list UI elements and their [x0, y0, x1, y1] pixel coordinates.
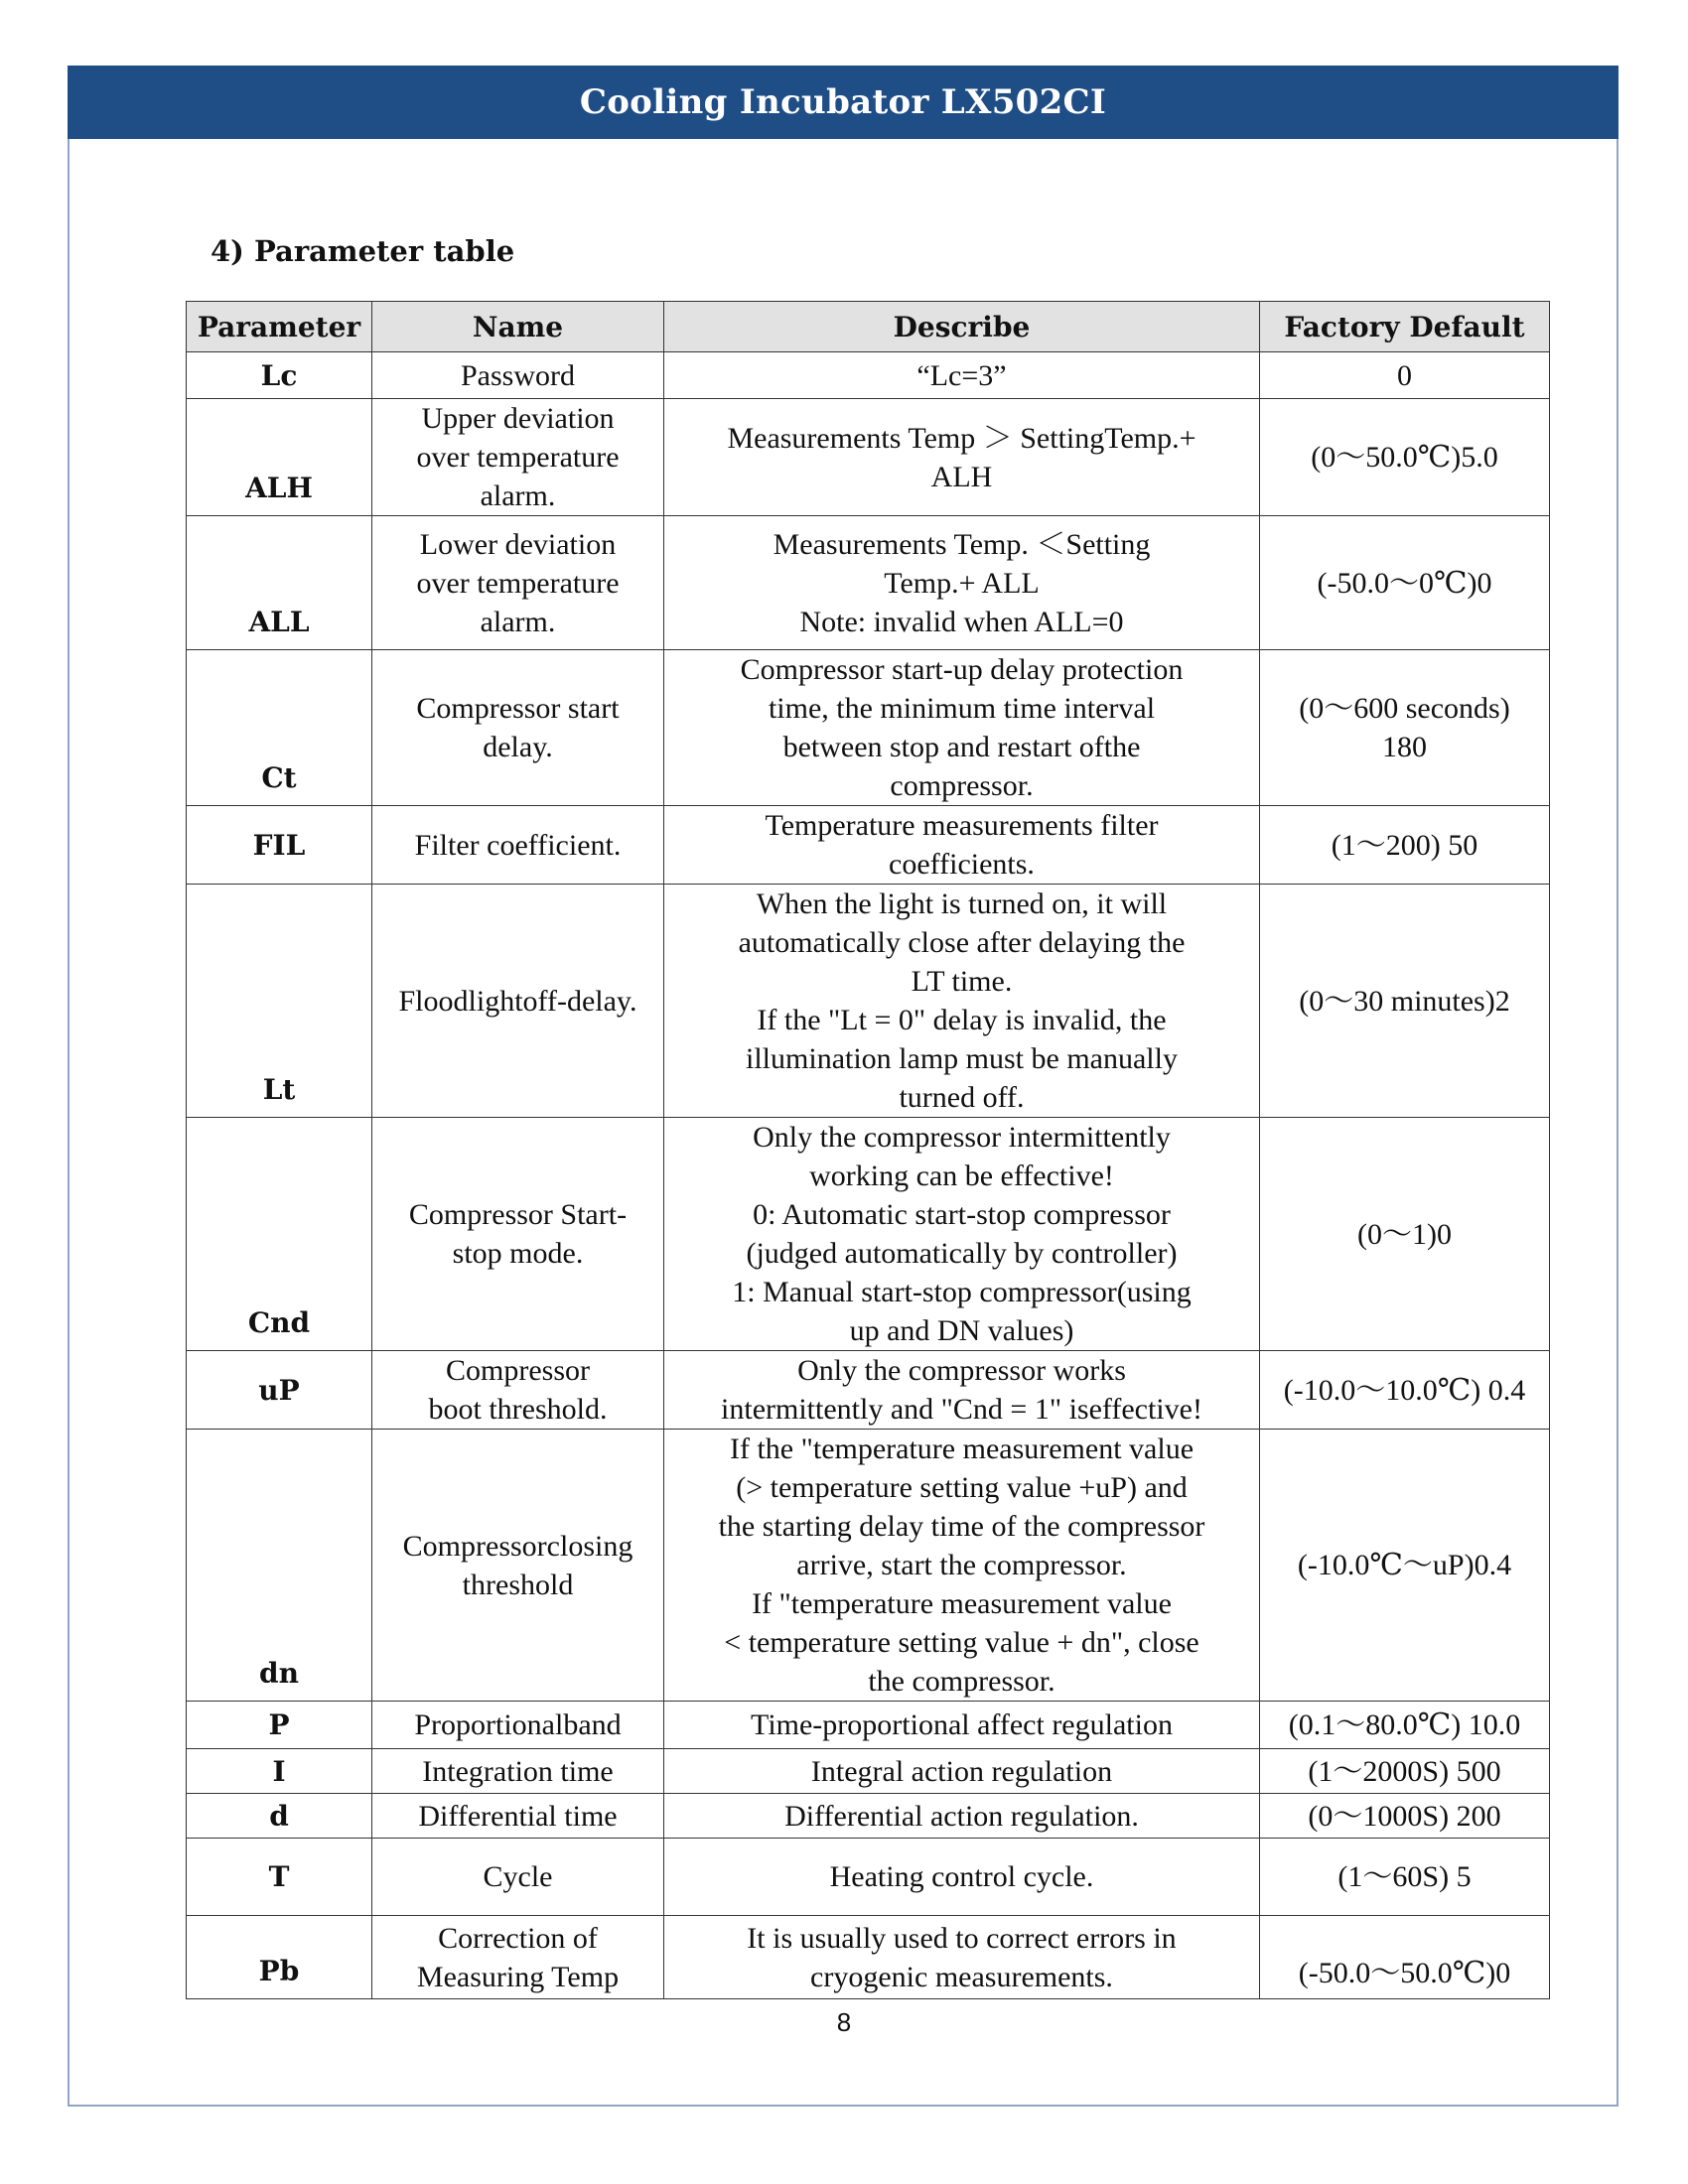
table-row: [187, 1839, 1550, 1916]
table-row: [187, 1118, 1550, 1351]
table-row: [187, 1351, 1550, 1430]
param-code: d: [187, 1794, 372, 1839]
param-description: Integral action regulation: [664, 1749, 1260, 1794]
param-default: (-10.0℃～uP)0.4: [1260, 1430, 1550, 1702]
param-default: (-50.0～0℃)0: [1260, 516, 1550, 650]
param-default: (1～60S) 5: [1260, 1839, 1550, 1916]
param-code: dn: [187, 1430, 372, 1702]
param-code: FIL: [187, 806, 372, 885]
param-name: Correction of Measuring Temp: [372, 1916, 664, 1999]
param-name: Cycle: [372, 1839, 664, 1916]
param-code: Pb: [187, 1916, 372, 1999]
param-name: Password: [372, 352, 664, 399]
param-code: uP: [187, 1351, 372, 1430]
param-code: Cnd: [187, 1118, 372, 1351]
param-code: ALL: [187, 516, 372, 650]
column-header-describe: Describe: [664, 302, 1260, 352]
param-default: (-10.0～10.0℃) 0.4: [1260, 1351, 1550, 1430]
param-name: Filter coefficient.: [372, 806, 664, 885]
param-name: Proportionalband: [372, 1702, 664, 1749]
table-row: [187, 806, 1550, 885]
table-row: [187, 650, 1550, 806]
param-description: Measurements Temp ＞ SettingTemp.+ ALH: [664, 399, 1260, 516]
table-row: [187, 1749, 1550, 1794]
column-header-factory-default: Factory Default: [1260, 302, 1550, 352]
param-code: Lc: [187, 352, 372, 399]
param-default: (0～1)0: [1260, 1118, 1550, 1351]
param-description: Temperature measurements filter coefficients.: [664, 806, 1260, 885]
table-row: [187, 399, 1550, 516]
param-name: Upper deviation over temperature alarm.: [372, 399, 664, 516]
table-row: [187, 516, 1550, 650]
document-title: Cooling Incubator LX502CI: [579, 82, 1107, 122]
table-row: [187, 885, 1550, 1118]
param-name: Compressorclosing threshold: [372, 1430, 664, 1702]
page-number: 8: [836, 2007, 852, 2037]
param-code: ALH: [187, 399, 372, 516]
table-header-row: [187, 302, 1550, 352]
param-name: Differential time: [372, 1794, 664, 1839]
param-default: 0: [1260, 352, 1550, 399]
param-description: Differential action regulation.: [664, 1794, 1260, 1839]
param-description: Compressor start-up delay protection time, the minimum time interval between stop and restart ofthe compressor.: [664, 650, 1260, 806]
param-code: Ct: [187, 650, 372, 806]
table-row: [187, 1916, 1550, 1999]
param-description: Only the compressor works intermittently and "Cnd = 1" iseffective!: [664, 1351, 1260, 1430]
param-description: When the light is turned on, it will automatically close after delaying the LT time. If the "Lt = 0" delay is invalid, the illumination lamp must be manually turned off.: [664, 885, 1260, 1118]
param-default: (1～2000S) 500: [1260, 1749, 1550, 1794]
table-row: [187, 1794, 1550, 1839]
param-code: P: [187, 1702, 372, 1749]
column-header-name: Name: [372, 302, 664, 352]
param-description: Heating control cycle.: [664, 1839, 1260, 1916]
param-default: (0～1000S) 200: [1260, 1794, 1550, 1839]
param-description: Measurements Temp. ＜Setting Temp.+ ALL Note: invalid when ALL=0: [664, 516, 1260, 650]
param-default: (1～200) 50: [1260, 806, 1550, 885]
table-row: [187, 352, 1550, 399]
param-description: Time-proportional affect regulation: [664, 1702, 1260, 1749]
param-description: It is usually used to correct errors in cryogenic measurements.: [664, 1916, 1260, 1999]
param-description: “Lc=3”: [664, 352, 1260, 399]
param-description: If the "temperature measurement value (> temperature setting value +uP) and the starting delay time of the compressor arrive, start the compressor. If "temperature measurement value < temperature setting value + dn", close the compressor.: [664, 1430, 1260, 1702]
param-default: (-50.0～50.0℃)0: [1260, 1916, 1550, 1999]
param-default: (0.1～80.0℃) 10.0: [1260, 1702, 1550, 1749]
table-row: [187, 1702, 1550, 1749]
param-name: Floodlightoff-delay.: [372, 885, 664, 1118]
param-default: (0～30 minutes)2: [1260, 885, 1550, 1118]
column-header-parameter: Parameter: [187, 302, 372, 352]
section-heading: 4) Parameter table: [211, 234, 515, 268]
document-header: [68, 66, 1618, 139]
param-description: Only the compressor intermittently working can be effective! 0: Automatic start-stop compressor (judged automatically by controller) 1: Manual start-stop compressor(using up and DN values): [664, 1118, 1260, 1351]
parameter-table: [186, 301, 1550, 1999]
param-name: Integration time: [372, 1749, 664, 1794]
param-name: Compressor Start- stop mode.: [372, 1118, 664, 1351]
param-default: (0～600 seconds) 180: [1260, 650, 1550, 806]
param-name: Compressor start delay.: [372, 650, 664, 806]
param-name: Compressor boot threshold.: [372, 1351, 664, 1430]
param-name: Lower deviation over temperature alarm.: [372, 516, 664, 650]
param-code: Lt: [187, 885, 372, 1118]
param-default: (0～50.0℃)5.0: [1260, 399, 1550, 516]
param-code: T: [187, 1839, 372, 1916]
param-code: I: [187, 1749, 372, 1794]
table-row: [187, 1430, 1550, 1702]
